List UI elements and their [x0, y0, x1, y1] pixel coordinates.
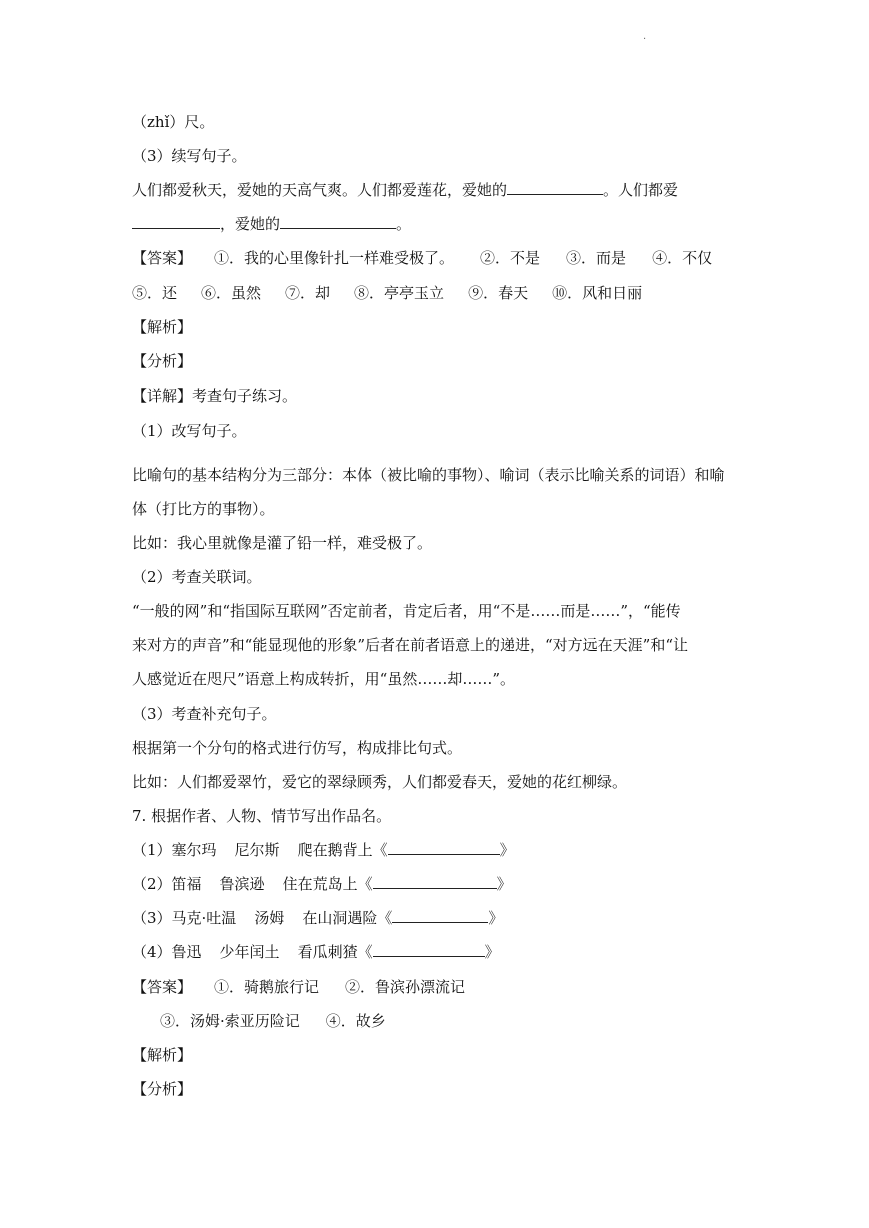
title-close: 》 — [484, 943, 500, 961]
text-line: （2）考查关联词。 — [132, 568, 262, 586]
text-segment: ，爱她的 — [220, 215, 281, 233]
text-line: （3）考查补充句子。 — [132, 705, 277, 723]
answer-item: ③．汤姆·索亚历险记 — [160, 1012, 300, 1030]
answer-item: ③．而是 — [566, 249, 627, 267]
answer-line — [132, 977, 752, 997]
character: 尼尔斯 — [234, 841, 280, 859]
answer-blank — [373, 874, 497, 889]
answer-item: ⑦．却 — [285, 284, 331, 302]
answer-blank — [388, 840, 500, 855]
author: （1）塞尔玛 — [132, 841, 217, 859]
question-item — [132, 840, 752, 860]
title-close: 》 — [496, 875, 512, 893]
answer-item: ①．骑鹅旅行记 — [214, 978, 320, 996]
text-line: （3）续写句子。 — [132, 147, 247, 165]
text-line: 人感觉近在咫尺”语意上构成转折，用“虽然……却……”。 — [132, 670, 516, 688]
answer-blank — [280, 214, 396, 229]
title-close: 》 — [488, 909, 504, 927]
answer-item: ①．我的心里像针扎一样难受极了。 — [214, 249, 455, 267]
answer-blank — [373, 942, 485, 957]
section-label: 【分析】 — [132, 352, 193, 370]
text-line — [132, 180, 752, 200]
answer-line — [132, 248, 752, 268]
character: 汤姆 — [254, 909, 285, 927]
text-line: 比如：我心里就像是灌了铅一样，难受极了。 — [132, 534, 433, 552]
question-item — [132, 908, 752, 928]
answer-item: ⑤．还 — [132, 284, 178, 302]
section-label: 【分析】 — [132, 1080, 193, 1098]
corner-mark: · — [643, 34, 647, 45]
text-line: 根据第一个分句的格式进行仿写，构成排比句式。 — [132, 739, 463, 757]
text-segment: 人们都爱秋天，爱她的天高气爽。人们都爱莲花，爱她的 — [132, 181, 508, 199]
section-label: 【解析】 — [132, 1046, 193, 1064]
text-line: （1）改写句子。 — [132, 422, 247, 440]
answer-blank — [132, 214, 220, 229]
text-line: 比如：人们都爱翠竹，爱它的翠绿顾秀，人们都爱春天，爱她的花红柳绿。 — [132, 773, 628, 791]
answer-item: ⑩．风和日丽 — [552, 284, 643, 302]
question-item — [132, 942, 752, 962]
question-item — [132, 874, 752, 894]
text-line — [132, 214, 752, 234]
text-line: 体（打比方的事物）。 — [132, 500, 275, 518]
text-line: 来对方的声音”和“能显现他的形象”后者在前者语意上的递进，“对方远在天涯”和“让 — [132, 636, 689, 654]
text-segment: 。 — [396, 215, 412, 233]
plot: 看瓜刺猹《 — [297, 943, 373, 961]
answer-blank — [507, 180, 603, 195]
answer-item: ⑥．虽然 — [201, 284, 262, 302]
answer-item: ④．不仅 — [652, 249, 713, 267]
question-title: 7. 根据作者、人物、情节写出作品名。 — [132, 807, 392, 825]
character: 鲁滨逊 — [219, 875, 265, 893]
text-segment: 。人们都爱 — [603, 181, 679, 199]
text-line: 【详解】考查句子练习。 — [132, 387, 298, 405]
answer-label: 【答案】 — [132, 249, 193, 267]
answer-item: ⑨．春天 — [468, 284, 529, 302]
section-label: 【解析】 — [132, 318, 193, 336]
plot: 在山洞遇险《 — [302, 909, 393, 927]
title-close: 》 — [499, 841, 515, 859]
answer-line — [132, 283, 752, 303]
character: 少年闰土 — [219, 943, 280, 961]
text-line: “一般的网”和“指国际互联网”否定前者，肯定后者，用“不是……而是……”，“能传 — [132, 602, 681, 620]
plot: 爬在鹅背上《 — [297, 841, 388, 859]
answer-line — [160, 1011, 780, 1031]
answer-item: ⑧．亭亭玉立 — [354, 284, 445, 302]
plot: 住在荒岛上《 — [282, 875, 373, 893]
answer-label: 【答案】 — [132, 978, 193, 996]
text-line: 比喻句的基本结构分为三部分：本体（被比喻的事物）、喻词（表示比喻关系的词语）和喻 — [132, 466, 725, 484]
author: （2）笛福 — [132, 875, 202, 893]
author: （4）鲁迅 — [132, 943, 202, 961]
author: （3）马克·吐温 — [132, 909, 237, 927]
text-line: （zhǐ）尺。 — [132, 113, 215, 131]
answer-item: ④．故乡 — [325, 1012, 386, 1030]
answer-item: ②．鲁滨孙漂流记 — [345, 978, 466, 996]
answer-item: ②．不是 — [480, 249, 541, 267]
answer-blank — [392, 908, 488, 923]
